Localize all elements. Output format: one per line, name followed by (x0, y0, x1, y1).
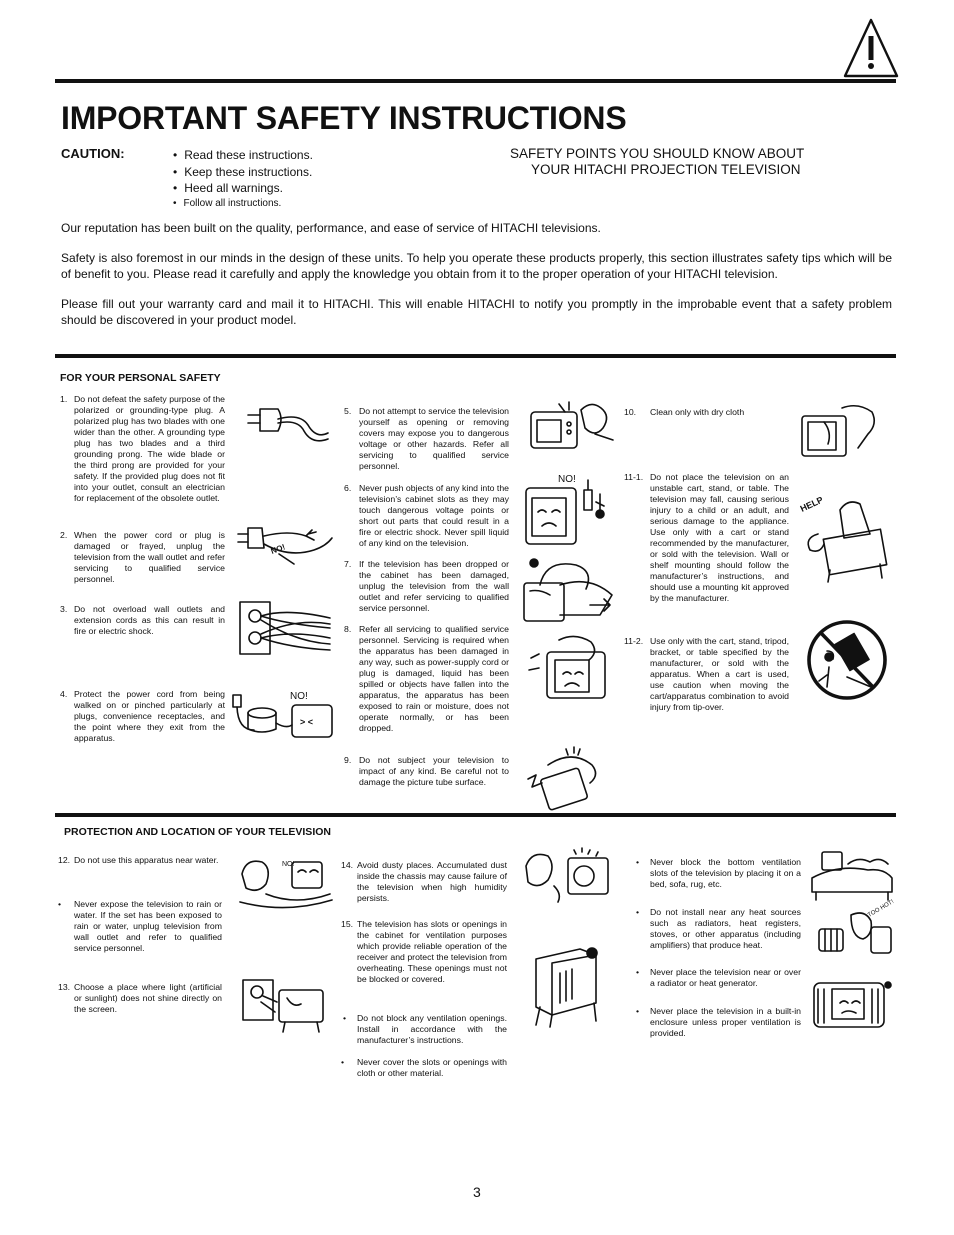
tv-on-bed-illustration (808, 848, 896, 903)
protection-bullet: • Never expose the television to rain or water. If the set has been exposed to rain or water, unplug television from wall outlet and refer to qualified service personnel. (58, 899, 222, 953)
caution-item: • Heed all warnings. (173, 180, 313, 197)
protection-item: 13. Choose a place where light (artificial or sunlight) does not shine directly on the screen. (58, 982, 222, 1014)
safety-item: 5. Do not attempt to service the television yourself as opening or removing covers may expose you to dangerous voltage or other hazards. Refer all servicing to qualified service personnel. (344, 406, 509, 471)
header-rule (55, 79, 896, 83)
page-title: IMPORTANT SAFETY INSTRUCTIONS (61, 100, 627, 136)
safety-points-line: YOUR HITACHI PROJECTION TELEVISION (531, 162, 801, 177)
safety-item: 6. Never push objects of any kind into the television’s cabinet slots as they may touch dangerous voltage points or short out parts that could result in a fire or electric shock. Never spill liquid of any kind on the television. (344, 483, 509, 548)
protection-bullet: • Never block the bottom ventilation slots of the television by placing it on a bed, sofa, rug, etc. (636, 857, 801, 889)
svg-text:NO!: NO! (282, 861, 295, 868)
caution-item: • Follow all instructions. (173, 197, 313, 211)
svg-text:NO!: NO! (269, 542, 287, 556)
objects-into-slots-illustration (522, 470, 617, 555)
dusty-place-illustration (518, 846, 613, 906)
safety-item: 3. Do not overload wall outlets and extension cords as this can result in fire or electric shock. (60, 604, 225, 636)
svg-text:TOO HOT!: TOO HOT! (867, 899, 896, 919)
caution-label: CAUTION: (61, 146, 125, 161)
warning-triangle-icon (842, 16, 900, 78)
safety-item: 2. When the power cord or plug is damaged or frayed, unplug the television from the wall outlet and refer servicing to qualified service personnel. (60, 530, 225, 584)
svg-text:NO!: NO! (290, 691, 308, 702)
tv-near-water-illustration (236, 854, 336, 914)
personal-safety-heading: FOR YOUR PERSONAL SAFETY (60, 372, 221, 384)
service-tv-illustration (525, 398, 620, 458)
safety-item: 9. Do not subject your television to impact of any kind. Be careful not to damage the picture tube surface. (344, 755, 509, 787)
protection-bullet: • Do not block any ventilation openings. Install in accordance with the manufacturer’s instructions. (343, 1013, 507, 1045)
frayed-cord-illustration (234, 520, 334, 572)
protection-item: 15. The television has slots or openings in the cabinet for ventilation purposes which provide reliable operation of the receiver and protect the television from overheating. These openings must not be blocked or covered. (341, 919, 507, 984)
dropped-tv-illustration (520, 555, 620, 625)
protection-heading: PROTECTION AND LOCATION OF YOUR TELEVISION (64, 826, 331, 838)
cart-tipover-illustration (805, 615, 890, 705)
safety-item: 4. Protect the power cord from being walked on or pinched particularly at plugs, convenience receptacles, and the point where they exit from the apparatus. (60, 689, 225, 743)
caution-item: • Read these instructions. (173, 147, 313, 164)
safety-item: 11-2. Use only with the cart, stand, tripod, bracket, or table specified by the manufacturer, or sold with the apparatus. When a cart is used, use caution when moving the cart/apparatus combination to avoid injury from tip-over. (624, 636, 789, 712)
overloaded-outlet-illustration (236, 598, 332, 660)
protection-bullet: • Never place the television near or over a radiator or heat generator. (636, 967, 801, 988)
impact-tv-illustration (518, 745, 613, 810)
safety-item: 8. Refer all servicing to qualified service personnel. Servicing is required when the apparatus has been damaged in any way, such as power-supply cord or plug is damaged, liquid has been spilled or objects have fallen into the apparatus, the apparatus has been exposed to rain or moisture, does not operate normally, or has been dropped. (344, 624, 509, 733)
section-rule (55, 813, 896, 817)
caution-list (173, 147, 313, 211)
protection-item: 14. Avoid dusty places. Accumulated dust inside the chassis may cause failure of the television when high humidity persists. (341, 860, 507, 903)
intro-paragraph: Our reputation has been built on the quality, performance, and ease of service of HITACHI televisions. (61, 221, 601, 235)
polarized-plug-illustration (238, 403, 328, 453)
safety-item: 1. Do not defeat the safety purpose of the polarized or grounding-type plug. A polarized plug has two blades with one wider than the other. A grounding type plug has two blades and a third grounding prong. The wide blade or the third prong are provided for your safety. If the provided plug does not fit into your outlet, consult an electrician for replacement of the obsolete outlet. (60, 394, 225, 503)
intro-paragraph: Please fill out your warranty card and mail it to HITACHI. This will enable HITACHI to notify you promptly in the improbable event that a safety problem should be discovered in your product model. (61, 297, 892, 327)
safety-points-heading (510, 146, 804, 178)
sunlight-screen-illustration (241, 978, 329, 1033)
section-rule (55, 354, 896, 358)
safety-item: 7. If the television has been dropped or the cabinet has been damaged, unplug the television from the wall outlet and refer servicing to qualified service personnel. (344, 559, 509, 613)
page-number: 3 (473, 1184, 481, 1200)
safety-item: 11-1. Do not place the television on an unstable cart, stand, or table. The television may fall, causing serious injury to a child or an adult, and serious damage to the appliance. Use only with a cart or stand recommended by the manufacturer, or sold with the television. Wall or shelf mounting should follow the manufacturer’s instructions, and should use a mounting kit approved by the manufacturer. (624, 472, 789, 603)
protection-bullet: • Do not install near any heat sources such as radiators, heat registers, stoves, or other apparatus (including amplifiers) that produce heat. (636, 907, 801, 950)
heat-source-illustration (815, 899, 896, 965)
protection-bullet: • Never cover the slots or openings with cloth or other material. (341, 1057, 507, 1078)
caution-item: • Keep these instructions. (173, 164, 313, 181)
radiator-illustration (808, 975, 893, 1035)
protection-bullet: • Never place the television in a built-in enclosure unless proper ventilation is provided. (636, 1006, 801, 1038)
protection-item: 12. Do not use this apparatus near water. (58, 855, 219, 865)
svg-text:HELP: HELP (798, 494, 825, 514)
safety-points-line: SAFETY POINTS YOU SHOULD KNOW ABOUT (510, 146, 805, 161)
unstable-cart-illustration (800, 494, 892, 584)
svg-text:NO!: NO! (558, 474, 576, 485)
ventilation-slots-illustration (530, 943, 605, 1028)
pinched-cord-illustration (230, 685, 335, 745)
svg-text:> <: > < (300, 717, 314, 727)
damaged-tv-illustration (525, 630, 615, 700)
intro-paragraph: Safety is also foremost in our minds in the design of these units. To help you operate these products properly, this section illustrates safety tips which will be of benefit to you. Please read it carefully and apply the knowledge you obtain from it to the proper operation of your HITACHI television. (61, 251, 892, 281)
dry-cloth-illustration (798, 402, 880, 462)
safety-item: 10. Clean only with dry cloth (624, 407, 745, 417)
